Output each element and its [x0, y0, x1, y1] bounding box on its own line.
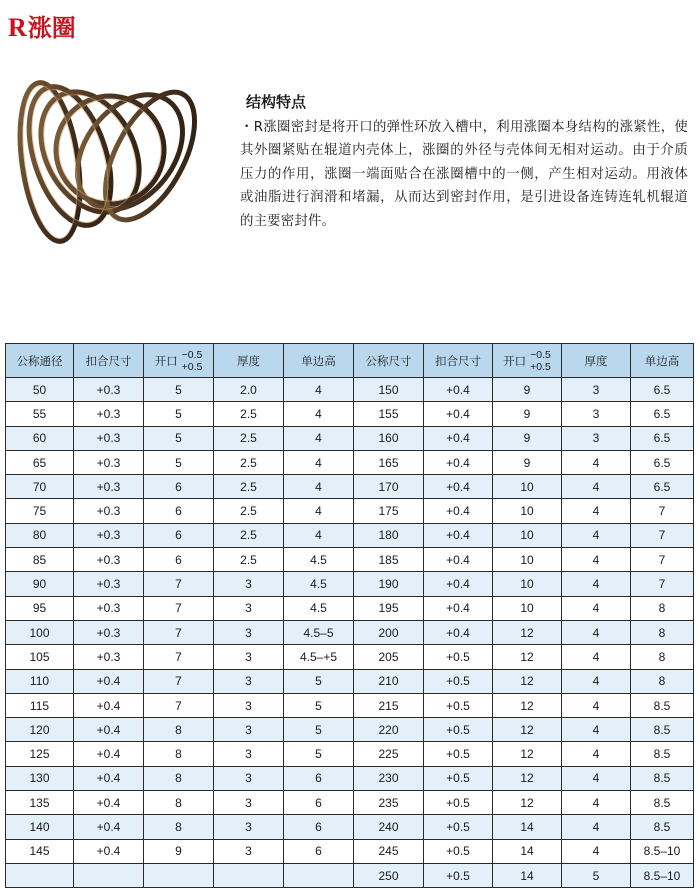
table-cell: 6.5 [631, 378, 694, 402]
table-cell: 6 [144, 499, 214, 523]
table-cell: 4.5–5 [284, 620, 354, 644]
table-cell: 6.5 [631, 402, 694, 426]
table-cell: 4 [562, 645, 631, 669]
table-cell: 6 [144, 523, 214, 547]
table-cell: 155 [354, 402, 424, 426]
table-cell: 105 [6, 645, 74, 669]
table-cell: 7 [144, 645, 214, 669]
table-row [6, 499, 694, 523]
table-cell: 245 [354, 839, 424, 863]
table-cell: +0.4 [424, 402, 493, 426]
table-cell: 230 [354, 766, 424, 790]
table-cell: 7 [144, 669, 214, 693]
table-cell: +0.5 [424, 718, 493, 742]
table-cell: 5 [284, 718, 354, 742]
table-cell: 14 [493, 863, 562, 887]
table-cell: 8 [144, 815, 214, 839]
table-cell: 9 [493, 402, 562, 426]
table-cell [74, 863, 144, 887]
table-cell: 4 [562, 450, 631, 474]
table-cell: 10 [493, 572, 562, 596]
table-cell: 7 [144, 693, 214, 717]
table-cell: 110 [6, 669, 74, 693]
table-cell: +0.4 [424, 548, 493, 572]
table-cell: 235 [354, 791, 424, 815]
table-cell: +0.5 [424, 645, 493, 669]
table-row [6, 645, 694, 669]
table-cell: 4 [562, 693, 631, 717]
table-cell: 65 [6, 450, 74, 474]
table-cell: 2.5 [214, 402, 284, 426]
table-row [6, 693, 694, 717]
table-cell: 10 [493, 596, 562, 620]
table-cell: 80 [6, 523, 74, 547]
table-cell: +0.3 [74, 426, 144, 450]
table-row [6, 596, 694, 620]
table-cell: 2.5 [214, 475, 284, 499]
table-cell: 160 [354, 426, 424, 450]
table-cell: 3 [214, 596, 284, 620]
table-cell: +0.3 [74, 499, 144, 523]
table-row [6, 669, 694, 693]
table-cell: 6 [144, 475, 214, 499]
table-cell: +0.4 [74, 669, 144, 693]
table-cell: +0.4 [424, 499, 493, 523]
table-cell: 85 [6, 548, 74, 572]
table-cell: 5 [284, 742, 354, 766]
header-nominal-size: 公称尺寸 [354, 344, 424, 378]
header-thickness: 厚度 [214, 344, 284, 378]
table-cell: +0.4 [424, 620, 493, 644]
table-cell: 3 [214, 718, 284, 742]
table-cell: 115 [6, 693, 74, 717]
table-cell: 8 [631, 620, 694, 644]
table-cell: 6 [284, 815, 354, 839]
table-cell: 4 [284, 523, 354, 547]
table-cell: 12 [493, 766, 562, 790]
table-cell: +0.5 [424, 693, 493, 717]
table-cell: 8.5 [631, 693, 694, 717]
table-cell: 14 [493, 815, 562, 839]
table-cell: +0.3 [74, 548, 144, 572]
table-cell: 4 [562, 718, 631, 742]
table-cell: +0.4 [424, 596, 493, 620]
table-cell: 9 [493, 450, 562, 474]
table-cell: 95 [6, 596, 74, 620]
table-cell: 12 [493, 620, 562, 644]
table-row [6, 718, 694, 742]
table-cell: 5 [144, 402, 214, 426]
table-cell: +0.5 [424, 742, 493, 766]
header-thickness-2: 厚度 [562, 344, 631, 378]
table-cell: +0.5 [424, 791, 493, 815]
table-cell: 4 [562, 499, 631, 523]
table-cell: 4 [284, 426, 354, 450]
table-cell: 8.5–10 [631, 863, 694, 887]
table-row [6, 572, 694, 596]
table-cell: 7 [631, 499, 694, 523]
table-cell: 7 [144, 572, 214, 596]
header-height: 单边高 [284, 344, 354, 378]
table-row [6, 523, 694, 547]
table-cell: 5 [284, 669, 354, 693]
table-cell [214, 863, 284, 887]
header-opening-2: 开口 −0.5 +0.5 [493, 344, 562, 378]
table-cell: 8.5–10 [631, 839, 694, 863]
header-opening: 开口 −0.5 +0.5 [144, 344, 214, 378]
table-cell: 12 [493, 669, 562, 693]
table-cell: 10 [493, 548, 562, 572]
table-cell: 3 [214, 669, 284, 693]
table-cell: 135 [6, 791, 74, 815]
table-cell: 215 [354, 693, 424, 717]
table-cell: 4 [562, 742, 631, 766]
table-cell [6, 863, 74, 887]
table-cell: +0.3 [74, 450, 144, 474]
table-cell: 90 [6, 572, 74, 596]
table-cell: 7 [631, 523, 694, 547]
table-cell: 120 [6, 718, 74, 742]
table-cell: +0.4 [74, 766, 144, 790]
table-cell: +0.4 [424, 475, 493, 499]
table-cell: 3 [214, 839, 284, 863]
table-cell: 5 [144, 378, 214, 402]
table-cell: 60 [6, 426, 74, 450]
table-cell: 2.0 [214, 378, 284, 402]
table-cell: +0.4 [424, 450, 493, 474]
table-cell: 3 [562, 378, 631, 402]
table-cell: 12 [493, 718, 562, 742]
table-cell: 4 [562, 815, 631, 839]
table-cell: 12 [493, 791, 562, 815]
table-cell: 10 [493, 523, 562, 547]
table-cell: 220 [354, 718, 424, 742]
table-cell: 6 [284, 791, 354, 815]
table-cell: 185 [354, 548, 424, 572]
table-cell: 6 [284, 839, 354, 863]
expansion-rings-image [10, 70, 230, 250]
table-cell: +0.3 [74, 402, 144, 426]
table-cell: 6.5 [631, 450, 694, 474]
table-row [6, 839, 694, 863]
table-cell: 4 [562, 596, 631, 620]
table-cell: 8.5 [631, 718, 694, 742]
table-cell: 5 [144, 426, 214, 450]
table-row [6, 791, 694, 815]
table-cell: 3 [562, 426, 631, 450]
table-cell: 12 [493, 693, 562, 717]
table-cell: 8 [631, 669, 694, 693]
table-cell: 175 [354, 499, 424, 523]
table-cell: 140 [6, 815, 74, 839]
table-cell: 4 [562, 523, 631, 547]
table-cell: 3 [214, 620, 284, 644]
table-header-row [6, 344, 694, 378]
table-cell: +0.4 [424, 523, 493, 547]
table-cell: +0.4 [424, 426, 493, 450]
table-cell: +0.3 [74, 620, 144, 644]
table-cell: 9 [493, 426, 562, 450]
table-cell: 55 [6, 402, 74, 426]
table-cell: 225 [354, 742, 424, 766]
table-cell: 2.5 [214, 426, 284, 450]
table-cell: 195 [354, 596, 424, 620]
table-cell: 4 [562, 620, 631, 644]
table-cell: 75 [6, 499, 74, 523]
header-height-2: 单边高 [631, 344, 694, 378]
table-cell: 7 [631, 572, 694, 596]
table-cell: 3 [214, 645, 284, 669]
table-cell: 3 [214, 766, 284, 790]
table-cell: 5 [144, 450, 214, 474]
table-cell: +0.4 [424, 572, 493, 596]
table-cell: 7 [144, 620, 214, 644]
table-cell: 180 [354, 523, 424, 547]
table-cell: +0.3 [74, 645, 144, 669]
table-cell: 9 [144, 839, 214, 863]
table-cell: 4.5 [284, 596, 354, 620]
table-cell: 3 [214, 693, 284, 717]
table-cell: 4 [284, 475, 354, 499]
table-cell: 145 [6, 839, 74, 863]
table-cell: +0.5 [424, 815, 493, 839]
table-cell: 3 [562, 402, 631, 426]
table-cell: 210 [354, 669, 424, 693]
table-cell: 4 [284, 378, 354, 402]
table-cell: +0.4 [74, 693, 144, 717]
table-row [6, 815, 694, 839]
table-cell: 5 [562, 863, 631, 887]
header-nominal-diameter: 公称通径 [6, 344, 74, 378]
table-row [6, 475, 694, 499]
table-cell: 8 [631, 596, 694, 620]
table-cell: 6 [144, 548, 214, 572]
features-heading: 结构特点 [246, 93, 307, 111]
table-cell: 2.5 [214, 548, 284, 572]
table-cell: 4 [562, 766, 631, 790]
title-letter: R [8, 13, 27, 42]
table-cell: 6.5 [631, 426, 694, 450]
table-cell: 8 [144, 718, 214, 742]
table-cell: 10 [493, 499, 562, 523]
table-cell: 3 [214, 815, 284, 839]
table-cell: +0.4 [74, 791, 144, 815]
table-cell: 7 [631, 548, 694, 572]
table-cell: 7 [144, 596, 214, 620]
table-cell: +0.4 [74, 839, 144, 863]
table-row [6, 863, 694, 887]
table-cell: 250 [354, 863, 424, 887]
table-cell: +0.5 [424, 839, 493, 863]
table-cell: +0.4 [424, 378, 493, 402]
table-cell: +0.3 [74, 475, 144, 499]
table-cell: 3 [214, 791, 284, 815]
table-cell: +0.5 [424, 863, 493, 887]
spec-table [5, 343, 694, 888]
table-cell: 9 [493, 378, 562, 402]
table-cell: 5 [284, 693, 354, 717]
table-row [6, 402, 694, 426]
table-cell: 200 [354, 620, 424, 644]
table-cell: 205 [354, 645, 424, 669]
table-row [6, 766, 694, 790]
table-cell: 4 [284, 499, 354, 523]
table-cell: 8 [631, 645, 694, 669]
table-cell: +0.5 [424, 669, 493, 693]
table-cell: 8.5 [631, 791, 694, 815]
table-cell [144, 863, 214, 887]
title-text: 涨圈 [27, 14, 76, 42]
table-cell: 4 [562, 669, 631, 693]
table-cell: 4 [284, 402, 354, 426]
table-cell: 4 [562, 548, 631, 572]
table-cell: 14 [493, 839, 562, 863]
table-cell: +0.4 [74, 815, 144, 839]
table-cell: +0.4 [74, 718, 144, 742]
table-cell: 3 [214, 572, 284, 596]
table-cell: 4 [562, 839, 631, 863]
table-cell: 70 [6, 475, 74, 499]
table-cell: 2.5 [214, 523, 284, 547]
table-cell: 6 [284, 766, 354, 790]
table-cell: +0.3 [74, 572, 144, 596]
header-fit-size-2: 扣合尺寸 [424, 344, 493, 378]
table-cell: 4.5–+5 [284, 645, 354, 669]
table-cell: 4.5 [284, 548, 354, 572]
table-cell: 4 [284, 450, 354, 474]
table-cell: +0.5 [424, 766, 493, 790]
table-cell: 4 [562, 791, 631, 815]
table-cell: 10 [493, 475, 562, 499]
header-fit-size: 扣合尺寸 [74, 344, 144, 378]
features-description: ・R涨圈密封是将开口的弹性环放入槽中，利用涨圈本身结构的涨紧性，使其外圈紧贴在辊道内壳体上，涨圈的外径与壳体间无相对运动。由于介质压力的作用，涨圈一端面贴合在涨圈槽中的一侧，产生相对运动。用液体或油脂进行润滑和堵漏，从而达到密封作用，是引进设备连铸连轧机辊道的主要密封件。 [240, 120, 688, 229]
table-row [6, 742, 694, 766]
table-row [6, 620, 694, 644]
table-cell: 8 [144, 791, 214, 815]
table-cell: 50 [6, 378, 74, 402]
table-cell: 165 [354, 450, 424, 474]
table-row [6, 548, 694, 572]
table-cell: 125 [6, 742, 74, 766]
table-row [6, 378, 694, 402]
table-row [6, 450, 694, 474]
table-cell: 100 [6, 620, 74, 644]
table-row [6, 426, 694, 450]
table-cell: 8 [144, 742, 214, 766]
table-cell [284, 863, 354, 887]
table-cell: 150 [354, 378, 424, 402]
table-cell: +0.3 [74, 596, 144, 620]
table-cell: 170 [354, 475, 424, 499]
table-cell: 8.5 [631, 742, 694, 766]
table-cell: +0.4 [74, 742, 144, 766]
table-cell: 4 [562, 572, 631, 596]
table-cell: 240 [354, 815, 424, 839]
table-cell: 2.5 [214, 450, 284, 474]
table-cell: 4 [562, 475, 631, 499]
table-cell: 8.5 [631, 766, 694, 790]
table-cell: +0.3 [74, 378, 144, 402]
table-cell: 130 [6, 766, 74, 790]
table-cell: 4.5 [284, 572, 354, 596]
table-cell: 8.5 [631, 815, 694, 839]
table-cell: 6.5 [631, 475, 694, 499]
table-cell: 190 [354, 572, 424, 596]
table-cell: 8 [144, 766, 214, 790]
table-cell: 3 [214, 742, 284, 766]
page-title [8, 8, 76, 43]
table-cell: 12 [493, 742, 562, 766]
table-cell: +0.3 [74, 523, 144, 547]
table-cell: 2.5 [214, 499, 284, 523]
table-cell: 12 [493, 645, 562, 669]
